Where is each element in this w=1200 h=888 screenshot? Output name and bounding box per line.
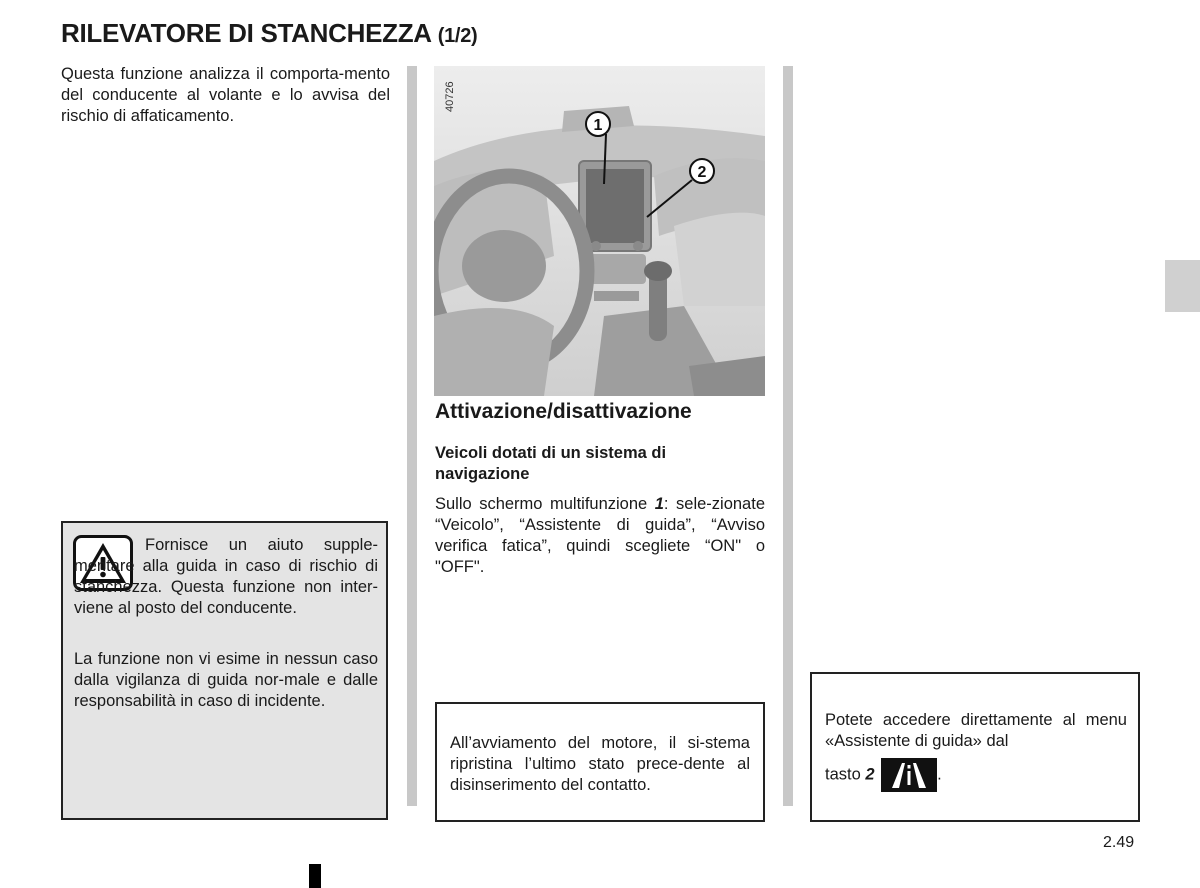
selection-instructions	[435, 494, 765, 578]
button-line-prefix: tasto	[825, 765, 866, 784]
direct-access-note-box	[810, 672, 1140, 822]
section-heading: Attivazione/disattivazione	[435, 400, 692, 423]
intro-paragraph: Questa funzione analizza il comporta-mento del conducente al volante e lo avvisa del rischio di affaticamento.	[61, 65, 390, 125]
page-title	[61, 18, 477, 49]
instruction-text-end: : sele-zionate “Veicolo”, “Assistente di guida”, “Avviso verifica fatica”, quindi scegliete “ON" o "OFF".	[435, 495, 765, 576]
section-subheading: Veicoli dotati di un sistema di navigazione	[435, 444, 667, 483]
warning-text-main: Fornisce un aiuto supple-mentare alla guida in caso di rischio di stanchezza. Questa funzione non inter-viene al posto del conducente.	[74, 536, 378, 617]
button-line-suffix: .	[937, 765, 942, 784]
crop-mark	[309, 864, 321, 888]
callout-2: 2	[697, 164, 707, 181]
restart-note-box	[435, 702, 765, 822]
figure-code: 40726	[444, 81, 456, 112]
restart-note-text: All’avviamento del motore, il si-stema ripristina l’ultimo stato prece-dente al disinserimento del contatto.	[450, 734, 750, 794]
direct-access-button-line	[825, 758, 942, 792]
screen-ref-1: 1	[654, 495, 664, 513]
chapter-tab	[1165, 260, 1200, 312]
warning-text-secondary: La funzione non vi esime in nessun caso dalla vigilanza di guida nor-male e dalle responsabilità in caso di incidente.	[74, 650, 378, 710]
dashboard-illustration	[434, 66, 765, 396]
driving-assist-button-icon	[881, 758, 937, 792]
title-main: RILEVATORE DI STANCHEZZA	[61, 18, 431, 48]
callout-1: 1	[593, 117, 603, 134]
column-divider-right	[783, 66, 793, 806]
page-number: 2.49	[1103, 834, 1135, 851]
dashboard-figure	[434, 66, 765, 396]
title-part: (1/2)	[437, 25, 478, 47]
warning-box	[61, 521, 388, 820]
button-ref-2: 2	[865, 765, 875, 784]
direct-access-text: Potete accedere direttamente al menu «Assistente di guida» dal	[825, 711, 1127, 750]
column-divider-left	[407, 66, 417, 806]
instruction-text-start: Sullo schermo multifunzione	[435, 495, 655, 513]
